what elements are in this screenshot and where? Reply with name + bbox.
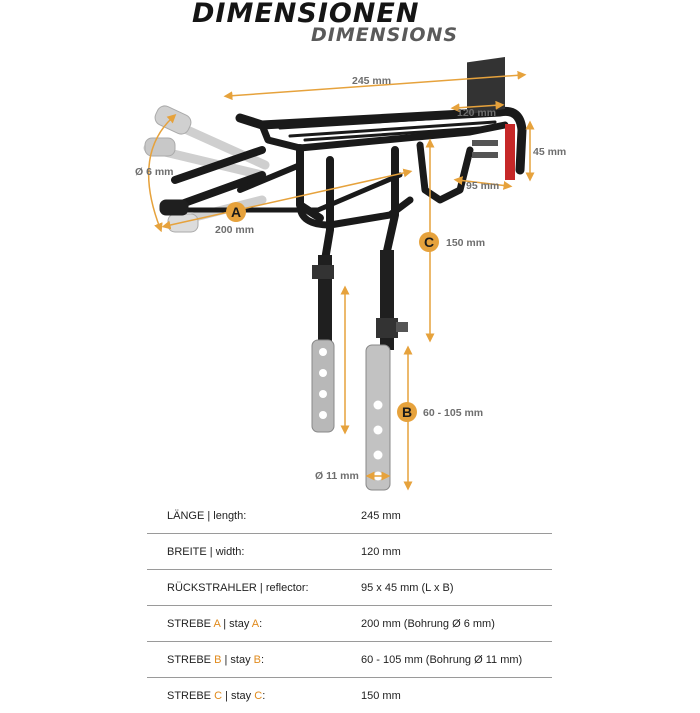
stay-letter: B	[214, 654, 221, 666]
title-german: DIMENSIONEN	[192, 0, 419, 29]
stay-letter: C	[214, 690, 222, 702]
badge-b	[397, 402, 417, 422]
spec-row-stay-a	[147, 606, 552, 642]
spec-label: RÜCKSTRAHLER | reflector:	[147, 570, 361, 606]
spec-value: 60 - 105 mm (Bohrung Ø 11 mm)	[361, 642, 552, 678]
spec-label: LÄNGE | length:	[147, 498, 361, 534]
stay-letter: A	[213, 618, 220, 630]
spec-label: BREITE | width:	[147, 534, 361, 570]
label-stay-b: 60 - 105 mm	[423, 407, 483, 419]
label-bore-b: Ø 11 mm	[315, 470, 359, 482]
label-stay-c: 150 mm	[446, 237, 485, 249]
title-english: DIMENSIONS	[311, 24, 458, 46]
spec-value: 200 mm (Bohrung Ø 6 mm)	[361, 606, 552, 642]
stay-letter: C	[254, 690, 262, 702]
badge-b-letter: B	[402, 404, 412, 420]
spec-table	[147, 498, 552, 713]
spec-value: 245 mm	[361, 498, 552, 534]
spec-label: STREBE B | stay B:	[147, 642, 361, 678]
rack-legs	[312, 250, 408, 350]
label-reflector-width: 95 mm	[466, 180, 499, 192]
spec-row-stay-c	[147, 678, 552, 713]
label-stay-a: 200 mm	[215, 224, 254, 236]
badge-c-letter: C	[424, 234, 434, 250]
spec-value: 95 x 45 mm (L x B)	[361, 570, 552, 606]
spec-row-stay-b	[147, 642, 552, 678]
label-length: 245 mm	[352, 75, 391, 87]
spec-value: 120 mm	[361, 534, 552, 570]
spec-row-width	[147, 534, 552, 570]
spec-label: STREBE A | stay A:	[147, 606, 361, 642]
spec-label: STREBE C | stay C:	[147, 678, 361, 713]
stay-b-plates	[312, 340, 390, 490]
badge-c	[419, 232, 439, 252]
label-width: 120 mm	[457, 107, 496, 119]
stay-letter: A	[252, 618, 259, 630]
label-reflector-height: 45 mm	[533, 146, 566, 158]
stay-letter: B	[254, 654, 261, 666]
spec-row-reflector	[147, 570, 552, 606]
spec-value: 150 mm	[361, 678, 552, 713]
spec-row-length	[147, 498, 552, 534]
badge-a	[226, 202, 246, 222]
label-bore-a: Ø 6 mm	[135, 166, 174, 178]
badge-a-letter: A	[231, 204, 241, 220]
